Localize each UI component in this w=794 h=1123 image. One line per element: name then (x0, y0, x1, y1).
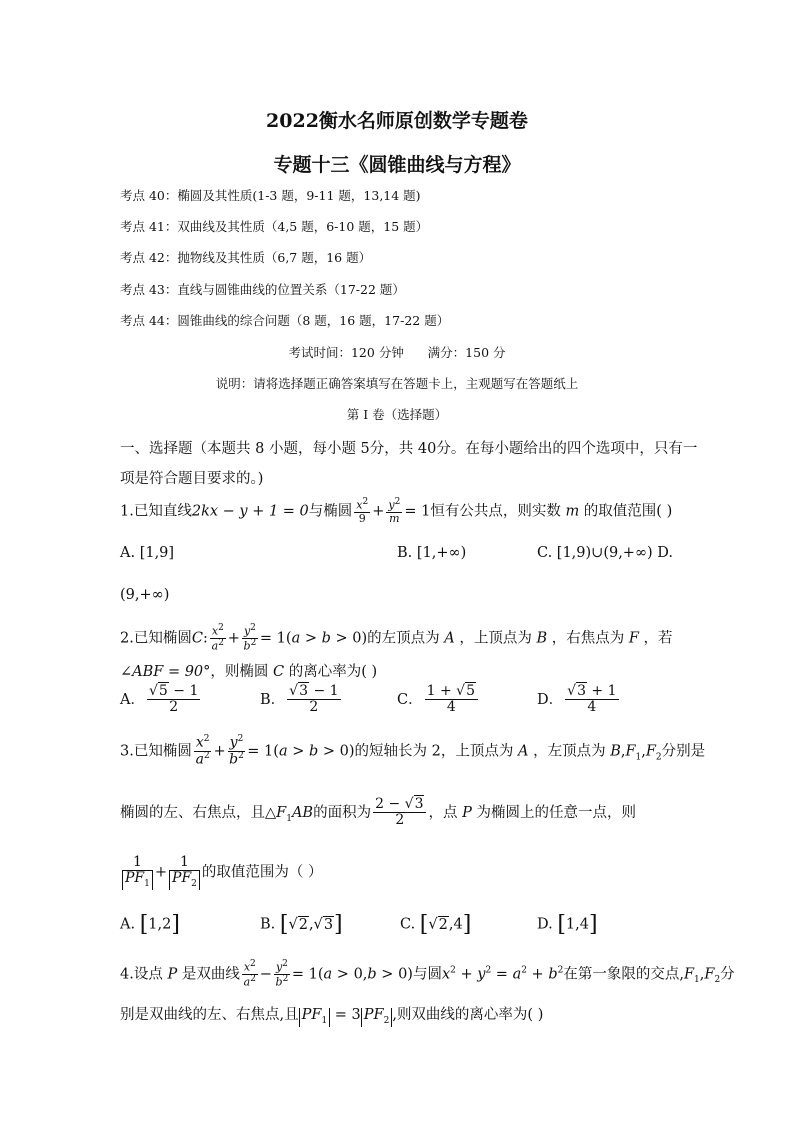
q1-frac-x: $\frac{x^2}{9}$ (356, 497, 369, 525)
question-1: 1.已知直线2kx − y + 1 = 0与椭圆 $\frac{x^2}{9}$ + $\frac{y^2}{m}$ = 1恒有公共点，则实数 m 的取值范围( ) (120, 497, 673, 525)
page-title: 2022衡水名师原创数学专题卷 (266, 110, 528, 132)
q3-option-b: B. [√2,√3] (260, 912, 343, 937)
q3-option-d: D. [1,4] (537, 912, 598, 937)
exam-info: 考试时间：120 分钟 满分：150 分 (288, 345, 506, 360)
q2-option-b: B． $\frac{√3 - 1}{2}$ (260, 683, 339, 716)
q2-option-a: A． $\frac{√5 - 1}{2}$ (120, 683, 199, 716)
q1-option-d: (9,+∞) (120, 587, 170, 603)
q2-option-d: D． $\frac{√3 + 1}{4}$ (537, 683, 617, 716)
q1-option-b: B. [1,+∞) (397, 545, 467, 561)
topic-43: 考点 43：直线与圆锥曲线的位置关系（17-22 题） (120, 282, 405, 297)
section-intro-line2: 项是符合题目要求的。) (120, 471, 264, 487)
topic-42: 考点 42：抛物线及其性质（6,7 题，16 题） (120, 250, 372, 265)
topic-44: 考点 44：圆锥曲线的综合问题（8 题，16 题，17-22 题） (120, 313, 450, 328)
question-3-line3: $\frac{1}{PF_1}$ + $\frac{1}{PF_2}$ 的取值范围为（ ） (120, 855, 323, 890)
instruction: 说明：请将选择题正确答案填写在答题卡上，主观题写在答题纸上 (215, 376, 579, 391)
question-2: 2.已知椭圆C: $\frac{x^2}{a^2}$ + $\frac{y^2}{b^2}$ = 1(a > b > 0)的左顶点为 A ，上顶点为 B ，右焦点为 F ，若 (120, 623, 673, 653)
q3-option-c: C. [√2,4] (400, 912, 472, 937)
section-title: 第 I 卷（选择题） (346, 407, 448, 422)
q2-option-c: C． $\frac{1 + √5}{4}$ (397, 684, 480, 716)
question-4-line2: 别是双曲线的左、右焦点,且 $PF_1 = 3$ $PF_2$ ,则双曲线的离心率为( ) (120, 1007, 544, 1026)
q1-frac-y: $\frac{y^2}{m}$ (388, 497, 401, 525)
question-2-line2: ∠ABF = 90°，则椭圆 C 的离心率为( ) (120, 664, 378, 680)
section-intro-line1: 一、选择题（本题共 8 小题，每小题 5分，共 40分。在每小题给出的四个选项中，只有一 (120, 441, 698, 457)
q1-option-c: C. [1,9)∪(9,+∞) D. (537, 545, 674, 561)
question-3-line2: 椭圆的左、右焦点，且$\triangle F_1AB$的面积为 $\frac{2 - √3}{2}$ ，点 P 为椭圆上的任意一点，则 (120, 796, 636, 829)
question-4: 4.设点 P 是双曲线 $\frac{x^2}{a^2}$ − $\frac{y^2}{b^2}$ = 1(a > 0,b > 0)与圆$x^2 + y^2 = a^2 + b^2$在第一象限的交点$,F_1,F_2$分 (120, 959, 735, 989)
question-3: 3.已知椭圆 $\frac{x^2}{a^2}$ + $\frac{y^2}{b^2}$ = 1(a > b > 0)的短轴长为 2，上顶点为 A ，左顶点为 $B,F_1,F_2$分别是 (120, 734, 706, 768)
q1-option-a: A. [1,9] (120, 545, 175, 561)
topic-41: 考点 41：双曲线及其性质（4,5 题，6-10 题，15 题） (120, 219, 429, 234)
page-subtitle: 专题十三《圆锥曲线与方程》 (273, 154, 521, 176)
q1-line-equation: 2kx − y + 1 = 0 (191, 503, 309, 520)
topic-40: 考点 40：椭圆及其性质(1-3 题，9-11 题，13,14 题) (120, 188, 421, 203)
q3-option-a: A. [1,2] (120, 912, 180, 937)
